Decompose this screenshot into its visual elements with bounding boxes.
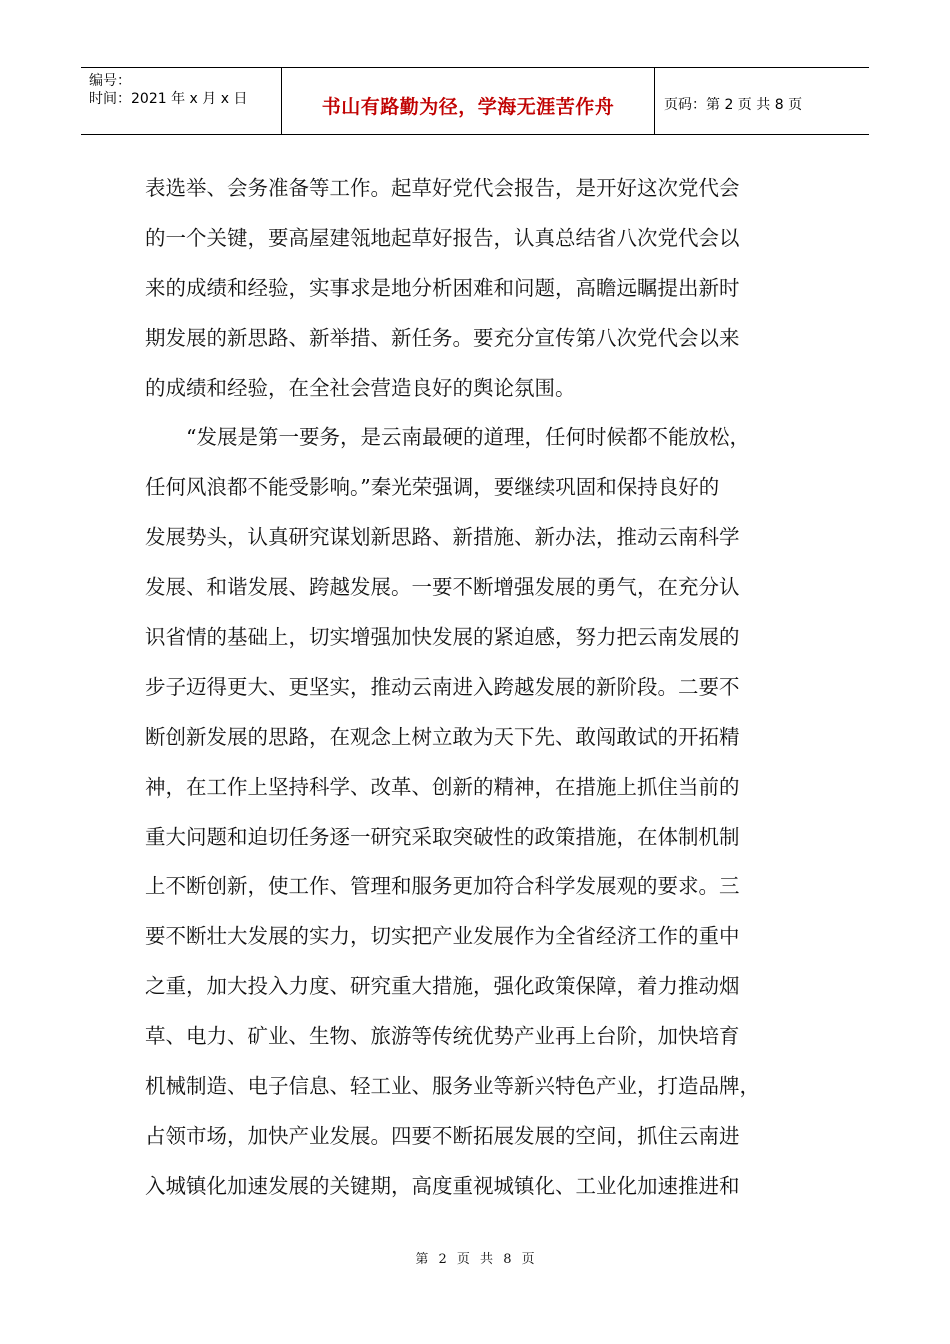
body-line: 占领市场，加快产业发展。四要不断拓展发展的空间，抓住云南进 bbox=[145, 1123, 740, 1148]
body-line: 表选举、会务准备等工作。起草好党代会报告，是开好这次党代会 bbox=[145, 176, 740, 200]
document-header bbox=[81, 67, 869, 135]
body-line: 重大问题和迫切任务逐一研究采取突破性的政策措施，在体制机制 bbox=[145, 824, 740, 849]
body-line: 上不断创新，使工作、管理和服务更加符合科学发展观的要求。三 bbox=[145, 874, 740, 899]
body-line: 断创新发展的思路，在观念上树立敢为天下先、敢闯敢试的开拓精 bbox=[145, 724, 740, 749]
body-line: 草、电力、矿业、生物、旅游等传统优势产业再上台阶，加快培育 bbox=[145, 1024, 740, 1049]
header-page-info: 页码：第 2 页 共 8 页 bbox=[664, 97, 803, 113]
header-divider-right bbox=[654, 68, 655, 134]
body-line-paragraph-start: “发展是第一要务，是云南最硬的道理，任何时候都不能放松， bbox=[186, 425, 750, 450]
body-line: 要不断壮大发展的实力，切实把产业发展作为全省经济工作的重中 bbox=[145, 924, 740, 949]
header-motto: 书山有路勤为径，学海无涯苦作舟 bbox=[321, 96, 615, 118]
page-footer: 第 2 页 共 8 页 bbox=[415, 1252, 535, 1267]
body-line: 步子迈得更大、更坚实，推动云南进入跨越发展的新阶段。二要不 bbox=[145, 674, 740, 699]
number-label: 编号： bbox=[89, 73, 131, 89]
body-line: 发展、和谐发展、跨越发展。一要不断增强发展的勇气，在充分认 bbox=[145, 575, 740, 600]
body-line: 入城镇化加速发展的关键期，高度重视城镇化、工业化加速推进和 bbox=[145, 1173, 740, 1198]
body-line: 之重，加大投入力度、研究重大措施，强化政策保障，着力推动烟 bbox=[145, 974, 740, 999]
body-line: 神，在工作上坚持科学、改革、创新的精神，在措施上抓住当前的 bbox=[145, 774, 740, 799]
body-line: 期发展的新思路、新举措、新任务。要充分宣传第八次党代会以来 bbox=[145, 325, 740, 350]
header-meta bbox=[89, 72, 247, 108]
body-line: 的一个关键，要高屋建瓴地起草好报告，认真总结省八次党代会以 bbox=[145, 225, 740, 250]
body-line: 机械制造、电子信息、轻工业、服务业等新兴特色产业，打造品牌， bbox=[145, 1074, 760, 1099]
body-line: 任何风浪都不能受影响。”秦光荣强调，要继续巩固和保持良好的 bbox=[145, 475, 720, 500]
body-line: 的成绩和经验，在全社会营造良好的舆论氛围。 bbox=[145, 375, 576, 400]
date-label: 时间：2021 年 x 月 x 日 bbox=[89, 91, 248, 107]
body-line: 识省情的基础上，切实增强加快发展的紧迫感，努力把云南发展的 bbox=[145, 625, 740, 650]
body-line: 发展势头，认真研究谋划新思路、新措施、新办法，推动云南科学 bbox=[145, 525, 740, 550]
document-body bbox=[145, 164, 810, 1212]
body-line: 来的成绩和经验，实事求是地分析困难和问题，高瞻远瞩提出新时 bbox=[145, 275, 740, 300]
